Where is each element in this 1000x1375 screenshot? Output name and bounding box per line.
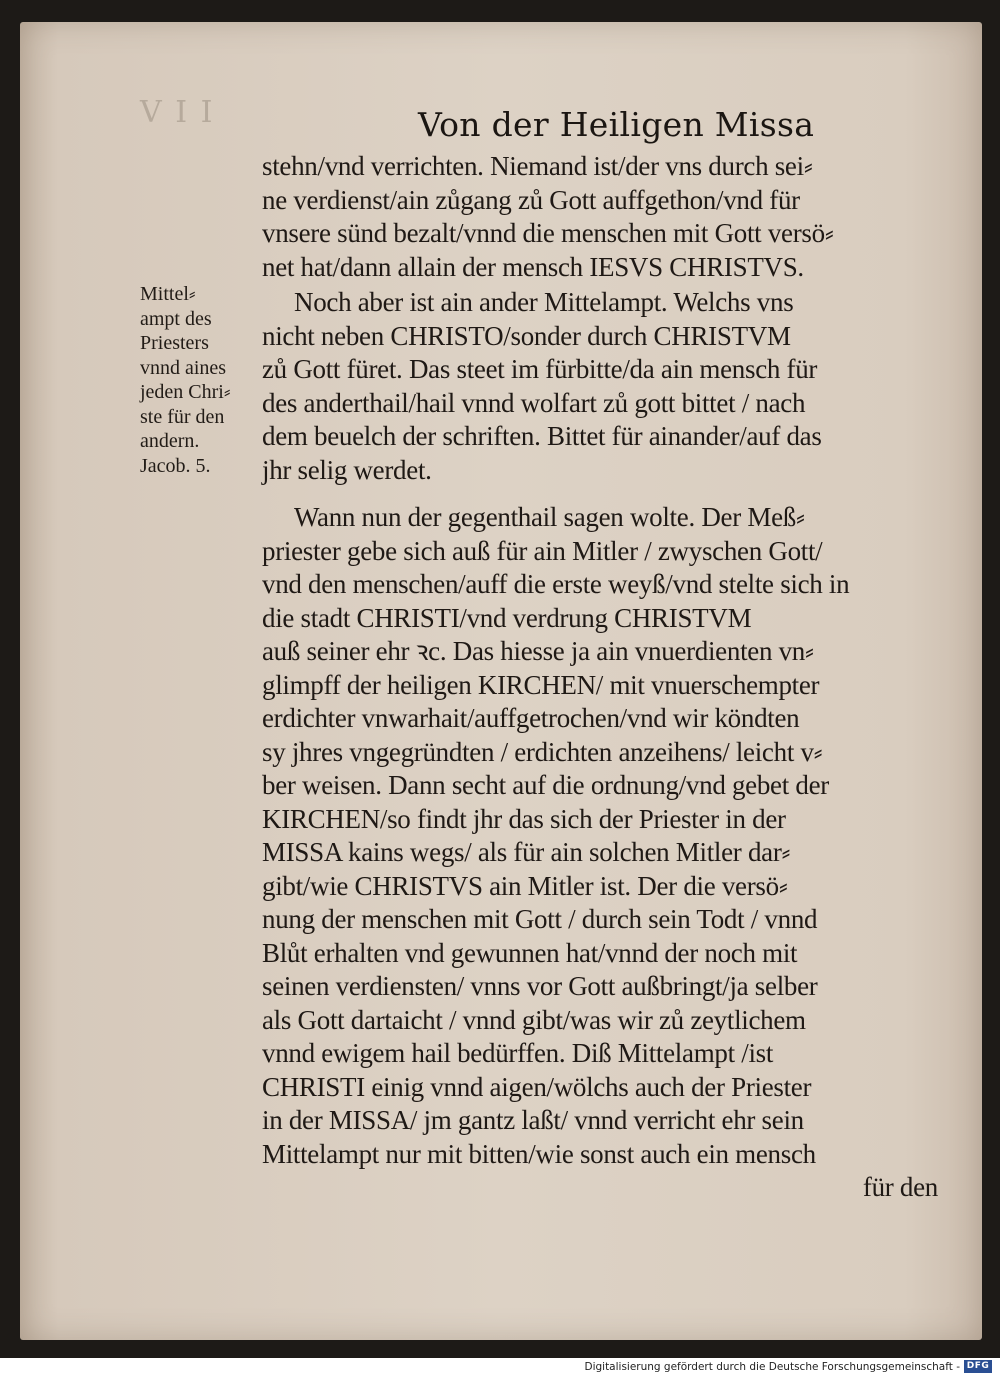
marginal-note-line: jeden Chri⸗ (140, 381, 231, 403)
text-line: sy jhres vngegründten / erdichten anzeihens/ leicht v⸗ (262, 736, 823, 767)
marginal-note-line: andern. (140, 430, 200, 452)
text-line: vnnd ewigem hail bedürffen. Diß Mittelampt /ist (262, 1038, 774, 1068)
running-head: Von der Heiligen Missa (418, 105, 815, 144)
marginal-note-line: vnnd aines (140, 356, 227, 379)
marginal-note-line: Jacob. 5. (140, 454, 211, 477)
text-line: vnsere sünd bezalt/vnnd die menschen mit Gott versö⸗ (262, 218, 834, 248)
text-line: Wann nun der gegenthail sagen wolte. Der Meß⸗ (294, 502, 805, 532)
text-line: zů Gott füret. Das steet im fürbitte/da ain mensch für (262, 354, 818, 384)
text-line: Mittelampt nur mit bitten/wie sonst auch ein mensch (262, 1138, 816, 1169)
text-line: Blůt erhalten vnd gewunnen hat/vnnd der noch mit (262, 937, 798, 968)
text-line: stehn/vnd verrichten. Niemand ist/der vns durch sei⸗ (262, 151, 813, 181)
funding-credit: Digitalisierung gefördert durch die Deutsche Forschungsgemeinschaft - (584, 1361, 960, 1373)
text-line: nicht neben CHRISTO/sonder durch CHRISTVM (262, 320, 791, 351)
text-line: nung der menschen mit Gott / durch sein Todt / vnnd (262, 904, 818, 934)
text-line: seinen verdiensten/ vnns vor Gott außbringt/ja selber (262, 971, 818, 1001)
text-line: auß seiner ehr ꝛc. Das hiesse ja ain vnuerdienten vn⸗ (262, 636, 814, 666)
text-line: die stadt CHRISTI/vnd verdrung CHRISTVM (262, 602, 752, 633)
text-line: jhr selig werdet. (262, 454, 432, 485)
marginal-note-line: ste für den (140, 405, 225, 428)
text-line: CHRISTI einig vnnd aigen/wölchs auch der Priester (262, 1071, 812, 1102)
text-line: in der MISSA/ jm gantz laßt/ vnnd verricht ehr sein (262, 1105, 804, 1135)
text-line: ne verdienst/ain zůgang zů Gott auffgethon/vnd für (262, 184, 800, 215)
text-line: vnd den menschen/auff die erste weyß/vnd stelte sich in (262, 569, 850, 599)
text-line: KIRCHEN/so findt jhr das sich der Priester in der (262, 803, 786, 834)
text-line: glimpff der heiligen KIRCHEN/ mit vnuerschempter (262, 669, 820, 700)
folio-mark: V I I (140, 95, 215, 130)
text-line: priester gebe sich auß für ain Mitler / zwyschen Gott/ (262, 535, 823, 566)
text-line: net hat/dann allain der mensch IESVS CHRISTVS. (262, 251, 804, 282)
catchword: für den (862, 1172, 938, 1202)
dfg-logo: DFG (964, 1360, 992, 1373)
main-text-block (262, 150, 942, 1205)
text-line: ber weisen. Dann secht auf die ordnung/vnd gebet der (262, 770, 829, 800)
paragraph-gap (262, 487, 942, 501)
marginal-note (140, 282, 260, 478)
text-line: dem beuelch der schriften. Bittet für ainander/auf das (262, 421, 822, 451)
text-line: gibt/wie CHRISTVS ain Mitler ist. Der die versö⸗ (262, 870, 788, 901)
text-line: des anderthail/hail vnnd wolfart zů gott bittet / nach (262, 387, 806, 418)
marginal-note-line: Priesters (140, 332, 209, 354)
marginal-note-line: Mittel⸗ (140, 283, 196, 305)
text-line: als Gott dartaicht / vnnd gibt/was wir zů zeytlichem (262, 1004, 806, 1035)
text-line: MISSA kains wegs/ als für ain solchen Mitler dar⸗ (262, 837, 791, 867)
text-line: Noch aber ist ain ander Mittelampt. Welchs vns (294, 287, 794, 317)
marginal-note-line: ampt des (140, 307, 212, 330)
text-line: erdichter vnwarhait/auffgetrochen/vnd wir köndten (262, 703, 800, 733)
